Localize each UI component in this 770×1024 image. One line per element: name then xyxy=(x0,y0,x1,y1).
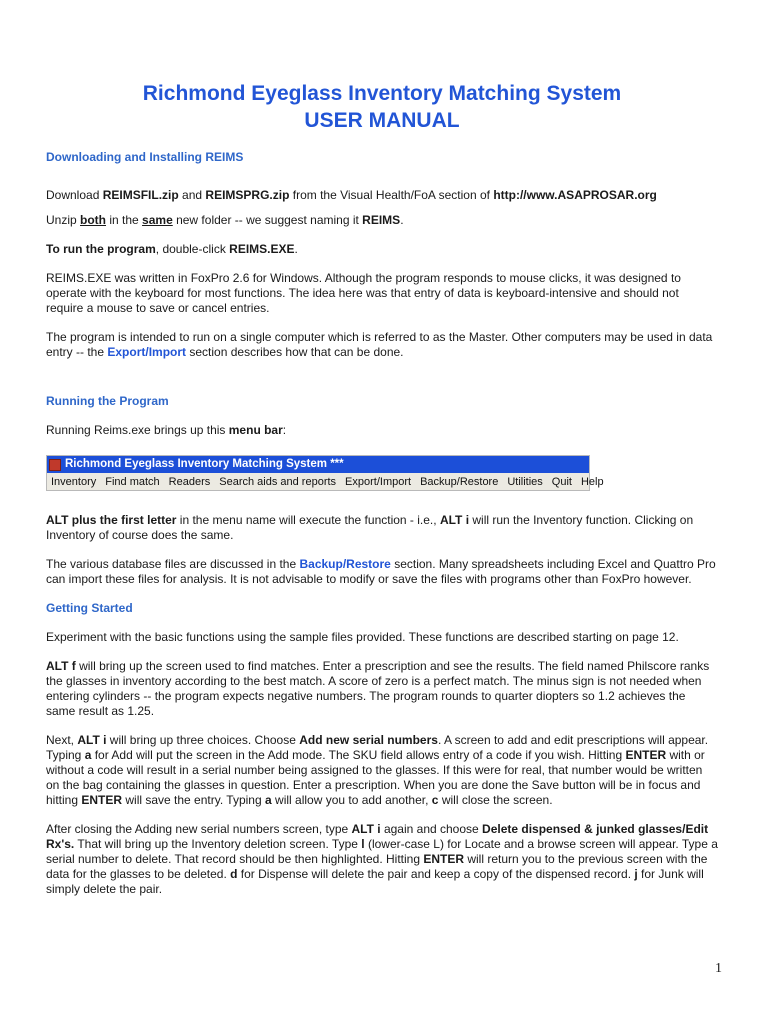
experiment-paragraph: Experiment with the basic functions using the sample files provided. These functions are described starting on page 12. xyxy=(46,630,679,644)
menu-bar-title: Richmond Eyeglass Inventory Matching System *** xyxy=(65,458,344,470)
manual-page xyxy=(46,80,718,897)
menu-item-search-aids[interactable]: Search aids and reports xyxy=(219,475,337,488)
running-paragraph: Running Reims.exe brings up this menu bar: xyxy=(46,423,287,437)
asaprosar-link[interactable]: http://www.ASAPROSAR.org xyxy=(493,188,657,202)
next-paragraph: Next, ALT i will bring up three choices. Choose Add new serial numbers. A screen to add and edit prescriptions will appear. Typing a for Add will put the screen in the Add mode. The SKU field allows entry of a code if you wish. Hitting ENTER with or without a code will result in a serial number being assigned to the glasses. If this were for real, that number would be written on the bag containing the glasses in question. Enter a prescription. When you are done the Save button will be in focus and hitting ENTER will save the entry. Typing a will allow you to add another, c will close the screen. xyxy=(46,733,709,807)
foxpro-paragraph: REIMS.EXE was written in FoxPro 2.6 for Windows. Although the program responds to mouse clicks, it was designed to operate with the keyboard for most functions. The idea here was that entry of data is keyboard-intensive and should not require a mouse to save or cancel entries. xyxy=(46,271,681,315)
run-paragraph: To run the program, double-click REIMS.EXE. xyxy=(46,242,298,256)
menu-item-help[interactable]: Help xyxy=(580,475,604,488)
menu-item-utilities[interactable]: Utilities xyxy=(507,475,543,488)
export-import-link[interactable]: Export/Import xyxy=(107,345,187,359)
menu-bar-screenshot xyxy=(46,455,604,491)
heading-getting-started: Getting Started xyxy=(46,601,133,615)
title-line-2: USER MANUAL xyxy=(304,109,460,132)
heading-downloading: Downloading and Installing REIMS xyxy=(46,150,244,164)
alt-f-paragraph: ALT f will bring up the screen used to find matches. Enter a prescription and see the results. The field named Philscore ranks the glasses in inventory according to the best match. A score of zero is a perfect match. The minus sign is not needed when entering cylinders -- the program expects negative numbers. The program rounds to quarter diopters so 1.2 achieves the same result as 1.25. xyxy=(46,659,710,718)
menu-items xyxy=(47,473,604,490)
master-paragraph: The program is intended to run on a single computer which is referred to as the Master. Other computers may be used in data entry -- the Export/Import section describes how that can be done. xyxy=(46,330,713,359)
app-icon xyxy=(49,459,61,471)
title-line-1: Richmond Eyeglass Inventory Matching System xyxy=(142,82,622,105)
alt-paragraph: ALT plus the first letter in the menu name will execute the function - i.e., ALT i will run the Inventory function. Clicking on Inventory of course does the same. xyxy=(46,513,694,542)
menu-bar-titlebar xyxy=(47,456,589,473)
page-number: 1 xyxy=(715,961,722,976)
database-files-paragraph: The various database files are discussed in the Backup/Restore section. Many spreadsheets including Excel and Quattro Pro can import these files for analysis. It is not advisable to modify or save the files with programs other than FoxPro however. xyxy=(46,557,716,586)
backup-restore-link[interactable]: Backup/Restore xyxy=(299,557,391,571)
document-title xyxy=(46,80,718,134)
menu-item-quit[interactable]: Quit xyxy=(551,475,572,488)
unzip-paragraph: Unzip both in the same new folder -- we suggest naming it REIMS. xyxy=(46,213,404,227)
menu-item-find-match[interactable]: Find match xyxy=(105,475,160,488)
menu-item-readers[interactable]: Readers xyxy=(168,475,211,488)
heading-running: Running the Program xyxy=(46,394,169,408)
menu-item-export-import[interactable]: Export/Import xyxy=(345,475,412,488)
download-paragraph: Download REIMSFIL.zip and REIMSPRG.zip from the Visual Health/FoA section of http://www.ASAPROSAR.org xyxy=(46,188,657,202)
after-closing-paragraph: After closing the Adding new serial numbers screen, type ALT i again and choose Delete dispensed & junked glasses/Edit Rx's. That will bring up the Inventory deletion screen. Type l (lower-case L) for Locate and a browse screen will appear. Type a serial number to delete. That record should be then highlighted. Hitting ENTER will return you to the previous screen with the data for the glasses to be deleted. d for Dispense will delete the pair and keep a copy of the dispensed record. j for Junk will simply delete the pair. xyxy=(46,822,718,896)
menu-item-inventory[interactable]: Inventory xyxy=(51,475,97,488)
menu-item-backup-restore[interactable]: Backup/Restore xyxy=(420,475,499,488)
